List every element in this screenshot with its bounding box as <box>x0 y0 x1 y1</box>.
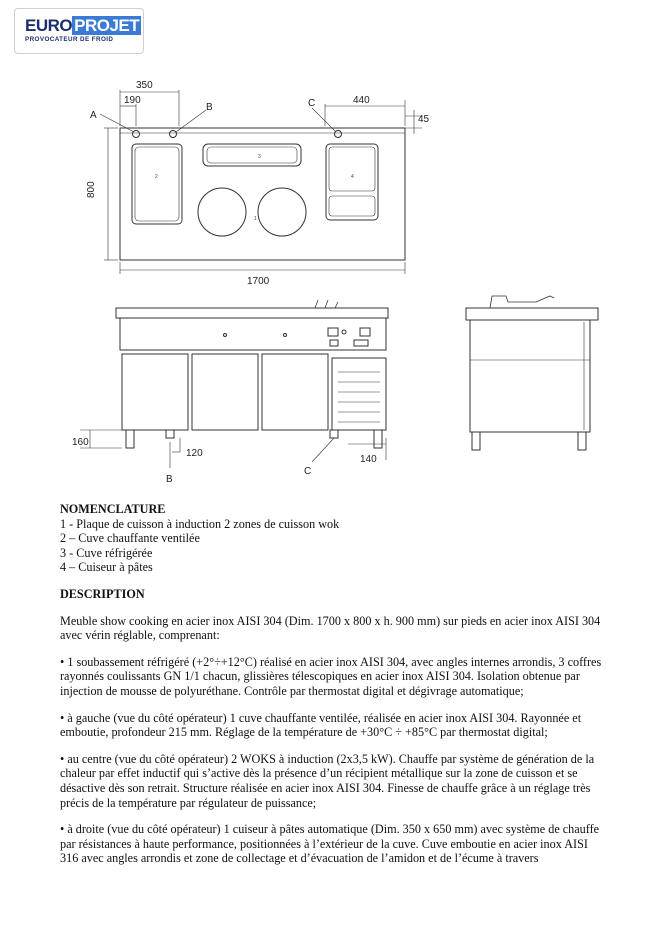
label-b: B <box>206 102 213 113</box>
part-1-label: 1 <box>254 216 257 222</box>
document-text <box>60 502 608 866</box>
dim-350-label: 350 <box>136 80 153 91</box>
nomenclature-heading: NOMENCLATURE <box>60 502 166 516</box>
nomenclature-item: 4 – Cuiseur à pâtes <box>60 560 153 575</box>
label-c: C <box>308 98 316 109</box>
dim-120-label: 120 <box>186 448 203 459</box>
dim-160-label: 160 <box>72 437 89 448</box>
description-paragraph: • 1 soubassement réfrigéré (+2°÷+12°C) réalisé en acier inox AISI 304, avec angles internes arrondis, 3 coffres rayonnés coulissants GN 1/1 chacun, glissières télescopiques en acier inox AISI 304. Isolation obtenue par injection de mousse de polyuréthane. Contrôle par thermostat digital et dégivrage automatique; <box>60 654 602 698</box>
part-4-label: 4 <box>351 174 354 180</box>
nomenclature-item: 1 - Plaque de cuisson à induction 2 zones de cuisson wok <box>60 516 340 531</box>
technical-drawing <box>60 70 610 490</box>
dim-800-label: 800 <box>86 181 97 198</box>
label-b-front: B <box>166 474 173 485</box>
company-logo <box>14 8 144 54</box>
part-2-label: 2 <box>155 174 158 180</box>
front-view-counter <box>116 308 388 318</box>
nomenclature-item: 2 – Cuve chauffante ventilée <box>60 531 200 546</box>
label-c-front: C <box>304 466 312 477</box>
dim-140-label: 140 <box>360 454 377 465</box>
label-a: A <box>90 110 97 121</box>
description-paragraph: Meuble show cooking en acier inox AISI 304 (Dim. 1700 x 800 x h. 900 mm) sur pieds en acier inox AISI 304 avec vérin réglable, comprenant: <box>60 613 601 643</box>
dim-45-label: 45 <box>418 114 430 125</box>
front-door-3 <box>262 354 328 430</box>
top-view-outline <box>120 128 405 260</box>
front-door-2 <box>192 354 258 430</box>
right-tank <box>326 144 378 220</box>
nomenclature-item: 3 - Cuve réfrigérée <box>60 545 153 560</box>
dim-1700-label: 1700 <box>247 276 270 287</box>
part-3-label: 3 <box>258 154 261 160</box>
front-vent-panel <box>332 358 386 430</box>
logo-tagline: PROVOCATEUR DE FROID <box>25 36 114 43</box>
description-paragraph: • à gauche (vue du côté opérateur) 1 cuve chauffante ventilée, réalisée en acier inox AISI 304. Rayonnée et emboutie, profondeur 215 mm. Réglage de la température de +30°C ÷ +85°C par thermostat digital; <box>60 710 582 740</box>
description-heading: DESCRIPTION <box>60 586 145 601</box>
side-view-counter <box>466 308 598 320</box>
left-tank <box>132 144 182 224</box>
dim-440-label: 440 <box>353 95 370 106</box>
description-paragraph: • au centre (vue du côté opérateur) 2 WOKS à induction (2x3,5 kW). Chauffe par système de génération de la chaleur par effet inductif qui s’active dès la présence d’un récipient métallique sur la zone de cuisson et se désactive dès son retrait. Structure réalisée en acier inox AISI 304. Finesse de chauffe grâce à un réglage très précis de la température par régulateur de puissance; <box>60 751 595 810</box>
wok-left <box>198 188 246 236</box>
wok-right <box>258 188 306 236</box>
front-door-1 <box>122 354 188 430</box>
logo-wordmark: EURO PROJET <box>25 16 140 35</box>
dim-190-label: 190 <box>124 95 141 106</box>
description-paragraph: • à droite (vue du côté opérateur) 1 cuiseur à pâtes automatique (Dim. 350 x 650 mm) avec système de chauffe par résistances à haute performance, positionnées à l’extérieur de la cuve. Cuve emboutie en acier inox AISI 316 avec angles arrondis et zone de collectage et d’évacuation de l’amidon et de l’écume à travers <box>60 822 600 866</box>
